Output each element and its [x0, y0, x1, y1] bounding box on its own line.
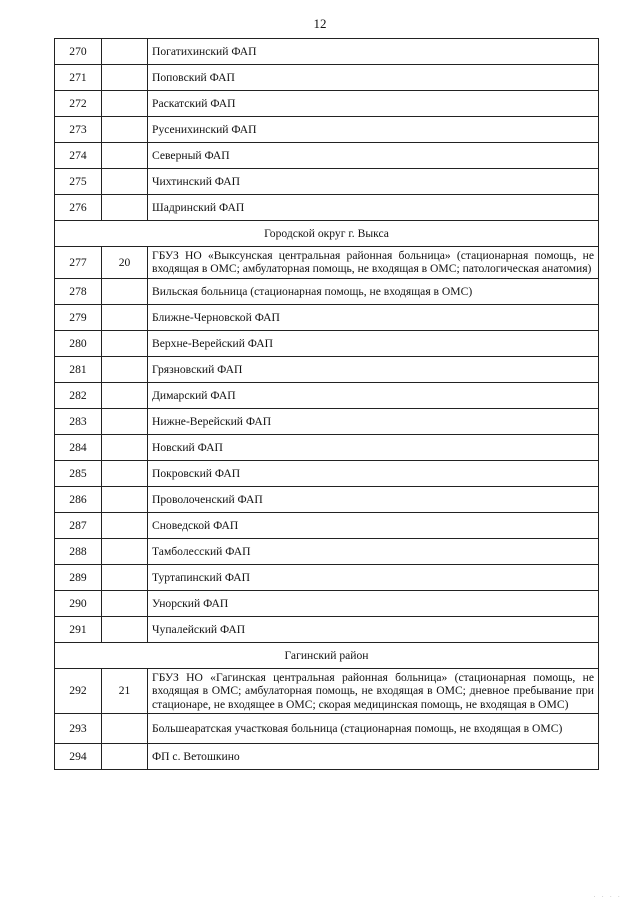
- row-number: 279: [55, 304, 102, 330]
- institution-code: [102, 434, 148, 460]
- row-number: 285: [55, 460, 102, 486]
- row-number: 292: [55, 668, 102, 713]
- institution-code: [102, 538, 148, 564]
- institution-code: 20: [102, 247, 148, 279]
- table-row: [55, 278, 599, 304]
- institution-name: ФП с. Ветошкино: [148, 744, 599, 770]
- table-row: [55, 117, 599, 143]
- scan-specks: · · · ·: [593, 893, 622, 901]
- table-row: [55, 538, 599, 564]
- institution-code: [102, 382, 148, 408]
- row-number: 291: [55, 616, 102, 642]
- row-number: 272: [55, 91, 102, 117]
- institution-name: Проволоченский ФАП: [148, 486, 599, 512]
- page-number: 12: [313, 16, 327, 31]
- institution-name: Грязновский ФАП: [148, 356, 599, 382]
- row-number: 293: [55, 714, 102, 744]
- table-row: [55, 512, 599, 538]
- institution-name: Шадринский ФАП: [148, 195, 599, 221]
- institution-name: Туртапинский ФАП: [148, 564, 599, 590]
- table-row: [55, 460, 599, 486]
- row-number: 288: [55, 538, 102, 564]
- institution-name: Тамболесский ФАП: [148, 538, 599, 564]
- section-title: Гагинский район: [55, 642, 599, 668]
- institution-name: Вильская больница (стационарная помощь, не входящая в ОМС): [148, 278, 599, 304]
- institution-code: [102, 304, 148, 330]
- institutions-table: [54, 38, 599, 770]
- institution-name: Русенихинский ФАП: [148, 117, 599, 143]
- table-row: [55, 408, 599, 434]
- row-number: 277: [55, 247, 102, 279]
- row-number: 294: [55, 744, 102, 770]
- section-header-row: [55, 221, 599, 247]
- table-row: [55, 304, 599, 330]
- institution-name: Большеаратская участковая больница (стационарная помощь, не входящая в ОМС): [148, 714, 599, 744]
- section-title: Городской округ г. Выкса: [55, 221, 599, 247]
- row-number: 282: [55, 382, 102, 408]
- institution-code: [102, 460, 148, 486]
- row-number: 281: [55, 356, 102, 382]
- row-number: 290: [55, 590, 102, 616]
- table-row: [55, 143, 599, 169]
- table-row: [55, 434, 599, 460]
- institution-code: [102, 117, 148, 143]
- institution-code: [102, 39, 148, 65]
- institution-code: [102, 143, 148, 169]
- institution-code: [102, 91, 148, 117]
- institution-code: [102, 616, 148, 642]
- table-row: [55, 590, 599, 616]
- institution-name: Сноведской ФАП: [148, 512, 599, 538]
- institution-name: Раскатский ФАП: [148, 91, 599, 117]
- table-row: [55, 356, 599, 382]
- table-row: [55, 616, 599, 642]
- institution-name: Унорский ФАП: [148, 590, 599, 616]
- institutions-table-body: [55, 39, 599, 770]
- institution-name: Погатихинский ФАП: [148, 39, 599, 65]
- row-number: 283: [55, 408, 102, 434]
- table-row: [55, 330, 599, 356]
- institution-name: Чихтинский ФАП: [148, 169, 599, 195]
- institution-code: [102, 486, 148, 512]
- institution-name: Покровский ФАП: [148, 460, 599, 486]
- row-number: 289: [55, 564, 102, 590]
- institution-code: [102, 195, 148, 221]
- table-row: [55, 91, 599, 117]
- table-row: [55, 195, 599, 221]
- row-number: 276: [55, 195, 102, 221]
- institution-code: [102, 408, 148, 434]
- institution-code: 21: [102, 668, 148, 713]
- institution-name: Ближне-Черновской ФАП: [148, 304, 599, 330]
- section-header-row: [55, 642, 599, 668]
- institution-name: ГБУЗ НО «Гагинская центральная районная больница» (стационарная помощь, не входящая в ОМС; амбулаторная помощь, не входящая в ОМС; дневное пребывание при стационаре, не входящее в ОМС; скорая медицинская помощь, не входящая в ОМС): [148, 668, 599, 713]
- institution-code: [102, 714, 148, 744]
- table-row: [55, 744, 599, 770]
- table-row: [55, 39, 599, 65]
- institution-code: [102, 169, 148, 195]
- table-row: [55, 714, 599, 744]
- row-number: 287: [55, 512, 102, 538]
- table-row: [55, 169, 599, 195]
- row-number: 286: [55, 486, 102, 512]
- table-row: [55, 382, 599, 408]
- row-number: 275: [55, 169, 102, 195]
- row-number: 271: [55, 65, 102, 91]
- row-number: 274: [55, 143, 102, 169]
- institution-name: Северный ФАП: [148, 143, 599, 169]
- institution-name: Нижне-Верейский ФАП: [148, 408, 599, 434]
- institution-code: [102, 590, 148, 616]
- row-number: 278: [55, 278, 102, 304]
- table-row: [55, 668, 599, 713]
- row-number: 280: [55, 330, 102, 356]
- institution-code: [102, 278, 148, 304]
- row-number: 270: [55, 39, 102, 65]
- table-row: [55, 564, 599, 590]
- institution-code: [102, 564, 148, 590]
- institution-name: Чупалейский ФАП: [148, 616, 599, 642]
- institution-code: [102, 356, 148, 382]
- table-row: [55, 65, 599, 91]
- table-row: [55, 486, 599, 512]
- institution-name: Новский ФАП: [148, 434, 599, 460]
- row-number: 284: [55, 434, 102, 460]
- institution-name: Димарский ФАП: [148, 382, 599, 408]
- institution-name: ГБУЗ НО «Выксунская центральная районная больница» (стационарная помощь, не входящая в ОМС; амбулаторная помощь, не входящая в ОМС; патологическая анатомия): [148, 247, 599, 279]
- institution-name: Верхне-Верейский ФАП: [148, 330, 599, 356]
- institution-code: [102, 65, 148, 91]
- row-number: 273: [55, 117, 102, 143]
- institution-name: Поповский ФАП: [148, 65, 599, 91]
- institution-code: [102, 744, 148, 770]
- table-row: [55, 247, 599, 279]
- institution-code: [102, 512, 148, 538]
- institution-code: [102, 330, 148, 356]
